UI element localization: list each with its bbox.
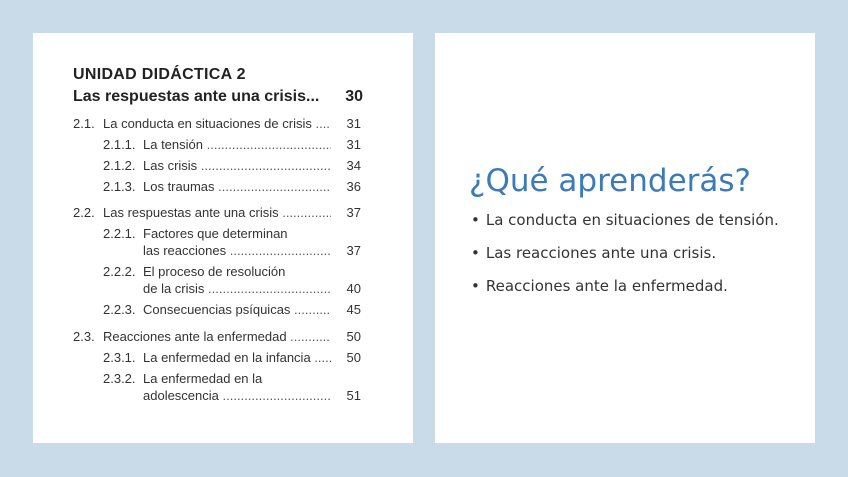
bullet-icon: • bbox=[471, 244, 480, 262]
toc-entry-text: de la crisis ..... bbox=[143, 281, 331, 296]
toc-entry bbox=[103, 350, 361, 365]
toc-entry bbox=[103, 137, 361, 152]
toc-entry-text-line1: El proceso de resolución bbox=[143, 264, 286, 279]
toc-entry bbox=[103, 388, 361, 403]
toc-entry-page: 45 bbox=[346, 302, 361, 317]
toc-entry-number: 2.3.2. bbox=[103, 371, 136, 386]
learning-item-text: La conducta en situaciones de tensión. bbox=[485, 211, 779, 229]
toc-entry-page: 37 bbox=[346, 243, 361, 258]
unit-label: UNIDAD DIDÁCTICA 2 bbox=[73, 66, 246, 83]
toc-entry bbox=[103, 158, 361, 173]
toc-entry-number: 2.1.3. bbox=[103, 179, 136, 194]
learning-item bbox=[471, 211, 779, 229]
learning-item-text: Las reacciones ante una crisis. bbox=[485, 244, 717, 262]
toc-entry-number: 2.2.3. bbox=[103, 302, 136, 317]
toc-entry-page: 50 bbox=[346, 350, 361, 365]
toc-panel bbox=[33, 33, 413, 443]
toc-entry-text: Consecuencias psíquicas ..... bbox=[143, 302, 331, 317]
toc-entry bbox=[103, 243, 361, 258]
toc-entry-text: La tensión ..... bbox=[143, 137, 331, 152]
toc-entry bbox=[103, 179, 361, 194]
toc-entry bbox=[73, 329, 361, 344]
toc-entry-page: 51 bbox=[346, 388, 361, 403]
toc-entry-text: La conducta en situaciones de crisis ..... bbox=[103, 116, 331, 131]
toc-entry bbox=[103, 302, 361, 317]
toc-entry-text: Reacciones ante la enfermedad ..... bbox=[103, 329, 331, 344]
unit-title bbox=[73, 88, 363, 106]
toc-entry-page: 31 bbox=[346, 116, 361, 131]
toc-entry-number: 2.1. bbox=[73, 116, 95, 131]
toc-entry-text: Las crisis ..... bbox=[143, 158, 331, 173]
toc-entry-text: Las respuestas ante una crisis ..... bbox=[103, 205, 331, 220]
unit-title-dots: ... bbox=[306, 88, 320, 105]
toc-entry-page: 31 bbox=[346, 137, 361, 152]
toc-entry-text: adolescencia ..... bbox=[143, 388, 331, 403]
bullet-icon: • bbox=[471, 277, 480, 295]
learning-item bbox=[471, 277, 728, 295]
unit-title-text: Las respuestas ante una crisis bbox=[73, 88, 306, 105]
learning-item bbox=[471, 244, 716, 262]
learning-title: ¿Qué aprenderás? bbox=[469, 163, 751, 199]
unit-page: 30 bbox=[345, 88, 363, 105]
toc-entry-text: La enfermedad en la infancia ..... bbox=[143, 350, 331, 365]
toc-entry-number: 2.3. bbox=[73, 329, 95, 344]
toc-entry-number: 2.1.2. bbox=[103, 158, 136, 173]
toc-entry bbox=[73, 205, 361, 220]
toc-entry-text: Los traumas ..... bbox=[143, 179, 331, 194]
toc-entry-page: 34 bbox=[346, 158, 361, 173]
toc-entry-number: 2.2. bbox=[73, 205, 95, 220]
toc-entry-page: 37 bbox=[346, 205, 361, 220]
toc-entry-number: 2.3.1. bbox=[103, 350, 136, 365]
toc-entry-text: las reacciones ..... bbox=[143, 243, 331, 258]
toc-entry-page: 50 bbox=[346, 329, 361, 344]
toc-entry-page: 36 bbox=[346, 179, 361, 194]
toc-entry-number: 2.1.1. bbox=[103, 137, 136, 152]
toc-entry-text-line1: La enfermedad en la bbox=[143, 371, 263, 386]
toc-entry-page: 40 bbox=[346, 281, 361, 296]
toc-entry-number: 2.2.2. bbox=[103, 264, 136, 279]
toc-entry bbox=[73, 116, 361, 131]
toc-entry bbox=[103, 281, 361, 296]
learning-item-text: Reacciones ante la enfermedad. bbox=[485, 277, 728, 295]
toc-entry-text-line1: Factores que determinan bbox=[143, 226, 288, 241]
learning-panel bbox=[435, 33, 815, 443]
bullet-icon: • bbox=[471, 211, 480, 229]
toc-entry-number: 2.2.1. bbox=[103, 226, 136, 241]
